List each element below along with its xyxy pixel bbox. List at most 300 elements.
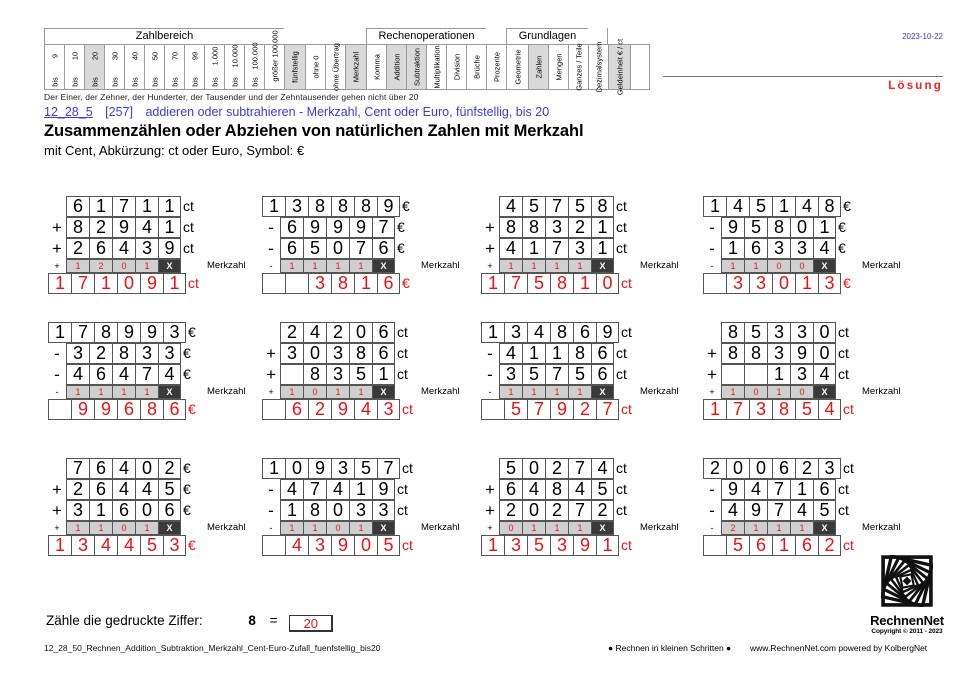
digit-cell: 2: [66, 479, 89, 500]
leading-digit-cell: 1: [262, 196, 285, 217]
merkzahl-x-cell: X: [372, 259, 395, 273]
digit-cell: 8: [591, 196, 614, 217]
digit-cell: 6: [499, 479, 522, 500]
category-group-label: Rechenoperationen: [366, 28, 486, 44]
operator-sign: [262, 322, 280, 343]
result-digit-cell: 0: [354, 535, 377, 556]
digit-cell: 3: [158, 343, 181, 364]
digit-cell: 3: [349, 500, 372, 521]
merkzahl-cell: 1: [349, 385, 372, 399]
merkzahl-cell: 1: [326, 259, 349, 273]
digit-cell: 8: [349, 343, 372, 364]
worksheet-description: addieren oder subtrahieren - Merkzahl, Cent oder Euro, fünfstellig, bis 20: [145, 105, 550, 119]
digit-cell: 3: [790, 322, 813, 343]
operand-row: [262, 196, 460, 217]
worksheet-filename: 12_28_50_Rechnen_Addition_Subtraktion_Merkzahl_Cent-Euro-Zufall_fuenfstellig_bis20: [44, 643, 381, 653]
digit-cell: 4: [66, 364, 89, 385]
operand-row: [48, 479, 246, 500]
operand-row: [262, 458, 460, 479]
currency-unit: ct: [621, 275, 632, 291]
digit-cell: 2: [66, 238, 89, 259]
result-digit-cell: 5: [726, 535, 749, 556]
result-digit-cell: 4: [94, 535, 117, 556]
digit-cell: 7: [545, 238, 568, 259]
operand-row: [481, 238, 679, 259]
merkzahl-x-cell: X: [158, 259, 181, 273]
merkzahl-cell: 1: [499, 385, 522, 399]
currency-unit: ct: [397, 502, 408, 518]
digit-cell: 8: [545, 479, 568, 500]
merkzahl-cell: 1: [66, 385, 89, 399]
digit-cell: [280, 364, 303, 385]
currency-unit: ct: [616, 198, 627, 214]
operand-row: [481, 322, 679, 343]
result-digit-cell: 5: [527, 535, 550, 556]
digit-cell: 6: [372, 322, 395, 343]
currency-unit: €: [188, 401, 196, 417]
result-digit-cell: 8: [140, 399, 163, 420]
result-digit-cell: 9: [94, 399, 117, 420]
category-cell-label: Addition: [391, 53, 401, 81]
merkzahl-label: Merkzahl: [207, 522, 246, 533]
digit-cell: 4: [499, 196, 522, 217]
digit-cell: 3: [372, 500, 395, 521]
operand-row: [262, 322, 460, 343]
digit-cell: 7: [545, 196, 568, 217]
digit-cell: 1: [545, 343, 568, 364]
result-digit-cell: 2: [573, 399, 596, 420]
currency-unit: ct: [402, 401, 413, 417]
brand-name: RechnenNet: [870, 613, 944, 628]
currency-unit: €: [838, 240, 846, 256]
result-digit-cell: 4: [117, 535, 140, 556]
digit-cell: 3: [66, 343, 89, 364]
digit-cell: 8: [522, 217, 545, 238]
currency-unit: ct: [397, 481, 408, 497]
currency-unit: ct: [616, 460, 627, 476]
result-digit-cell: 6: [285, 399, 308, 420]
addition-problem: [481, 196, 679, 294]
result-digit-cell: 1: [596, 535, 619, 556]
digit-cell: 3: [767, 238, 790, 259]
category-cell-prefix: bis: [169, 77, 179, 87]
merkzahl-x-cell: X: [372, 521, 395, 535]
merkzahl-cell: 1: [522, 259, 545, 273]
merkzahl-row: [703, 385, 901, 399]
operator-sign: -: [55, 387, 59, 397]
currency-unit: ct: [616, 481, 627, 497]
currency-unit: ct: [621, 324, 632, 340]
digit-cell: 2: [89, 217, 112, 238]
merkzahl-x-cell: X: [591, 521, 614, 535]
merkzahl-cell: 0: [499, 521, 522, 535]
digit-cell: 9: [349, 217, 372, 238]
merkzahl-cell: 1: [721, 385, 744, 399]
leading-digit-cell: [481, 399, 504, 420]
currency-unit: ct: [183, 219, 194, 235]
merkzahl-label: Merkzahl: [862, 522, 901, 533]
digit-cell: 0: [522, 500, 545, 521]
digit-cell: 9: [596, 322, 619, 343]
currency-unit: ct: [397, 366, 408, 382]
digit-cell: 4: [499, 238, 522, 259]
category-cell-label: Merkzahl: [351, 51, 361, 83]
operator-sign: -: [268, 239, 274, 258]
digit-cell: 9: [372, 479, 395, 500]
merkzahl-cell: 1: [545, 385, 568, 399]
digit-cell: 8: [499, 217, 522, 238]
digit-cell: 4: [112, 458, 135, 479]
operator-sign: [481, 196, 499, 217]
operator-sign: -: [709, 218, 715, 237]
digit-cell: 3: [499, 364, 522, 385]
page-title: Zusammenzählen oder Abziehen von natürlichen Zahlen mit Merkzahl: [44, 122, 584, 140]
result-row: [481, 399, 679, 420]
merkzahl-x-cell: X: [158, 521, 181, 535]
digit-cell: 9: [308, 458, 331, 479]
digit-cell: 3: [163, 322, 186, 343]
currency-unit: ct: [621, 401, 632, 417]
digit-cell: 6: [573, 322, 596, 343]
merkzahl-cell: 1: [767, 385, 790, 399]
operator-sign: +: [266, 365, 276, 384]
merkzahl-cell: 0: [744, 385, 767, 399]
digit-cell: 3: [790, 238, 813, 259]
leading-digit-cell: 2: [703, 458, 726, 479]
digit-cell: 0: [135, 458, 158, 479]
result-digit-cell: 5: [140, 535, 163, 556]
result-digit-cell: 6: [163, 399, 186, 420]
operand-row: [703, 364, 901, 385]
merkzahl-cell: 1: [135, 259, 158, 273]
operator-sign: -: [269, 523, 273, 533]
digit-cell: 3: [331, 458, 354, 479]
operator-sign: +: [52, 239, 62, 258]
category-cell-label: Geometrie: [512, 49, 522, 85]
merkzahl-cell: 1: [545, 521, 568, 535]
category-cell-label: ohne Übertrag: [330, 43, 340, 91]
operator-sign: +: [487, 523, 493, 533]
digit-cell: 1: [591, 238, 614, 259]
digit-cell: 3: [818, 458, 841, 479]
currency-unit: ct: [616, 240, 627, 256]
merkzahl-cell: 1: [349, 521, 372, 535]
digit-cell: 1: [89, 196, 112, 217]
footer-url: www.RechnenNet.com powered by KolbergNet: [750, 643, 928, 653]
result-digit-cell: 9: [71, 399, 94, 420]
merkzahl-cell: 1: [568, 259, 591, 273]
digit-cell: 8: [818, 196, 841, 217]
digit-cell: 3: [568, 238, 591, 259]
merkzahl-x-cell: X: [372, 385, 395, 399]
merkzahl-cell: 1: [349, 259, 372, 273]
digit-cell: 2: [326, 322, 349, 343]
operand-row: [262, 500, 460, 521]
digit-cell: 8: [721, 343, 744, 364]
merkzahl-cell: 2: [721, 521, 744, 535]
result-row: [703, 273, 901, 294]
merkzahl-row: [48, 521, 246, 535]
digit-cell: 8: [112, 343, 135, 364]
operand-row: [703, 458, 901, 479]
digit-cell: 4: [112, 238, 135, 259]
digit-cell: 7: [112, 196, 135, 217]
category-cell-label: Geldeinheit € / ct: [614, 38, 624, 96]
digit-cell: 8: [721, 322, 744, 343]
equals-sign: =: [269, 613, 278, 628]
category-cell-prefix: bis: [109, 77, 119, 87]
digit-cell: 4: [813, 364, 836, 385]
digit-cell: 9: [377, 196, 400, 217]
digit-cell: 7: [568, 458, 591, 479]
operator-sign: -: [710, 261, 714, 271]
result-digit-cell: 8: [331, 273, 354, 294]
result-digit-cell: 9: [140, 273, 163, 294]
merkzahl-cell: 1: [522, 521, 545, 535]
category-cell-label: Mengen: [553, 53, 563, 81]
digit-cell: 4: [568, 479, 591, 500]
merkzahl-cell: 0: [112, 259, 135, 273]
merkzahl-cell: 1: [568, 521, 591, 535]
merkzahl-cell: 1: [66, 259, 89, 273]
digit-cell: 8: [303, 364, 326, 385]
merkzahl-label: Merkzahl: [640, 260, 679, 271]
page-subtitle: mit Cent, Abkürzung: ct oder Euro, Symbol: €: [44, 143, 305, 158]
digit-cell: 1: [158, 196, 181, 217]
digit-cell: 0: [749, 458, 772, 479]
digit-cell: 7: [568, 500, 591, 521]
digit-cell: 0: [285, 458, 308, 479]
merkzahl-row: [48, 385, 246, 399]
footer-tagline: ● Rechnen in kleinen Schritten ●: [608, 643, 732, 653]
leading-digit-cell: 1: [703, 196, 726, 217]
operand-row: [481, 196, 679, 217]
digit-cell: 4: [280, 479, 303, 500]
currency-unit: €: [397, 240, 405, 256]
merkzahl-cell: 1: [303, 521, 326, 535]
digit-cell: 7: [377, 458, 400, 479]
currency-unit: ct: [843, 537, 854, 553]
operator-sign: -: [54, 344, 60, 363]
result-digit-cell: 7: [527, 399, 550, 420]
digit-cell: 9: [112, 217, 135, 238]
digit-cell: 3: [135, 343, 158, 364]
digit-cell: 6: [280, 238, 303, 259]
operator-sign: +: [485, 480, 495, 499]
digit-cell: 3: [66, 500, 89, 521]
result-digit-cell: 0: [596, 273, 619, 294]
merkzahl-x-cell: X: [158, 385, 181, 399]
digit-cell: 3: [280, 343, 303, 364]
addition-problem: [703, 196, 901, 294]
operator-sign: +: [268, 387, 274, 397]
date-stamp: 2023-10-22: [902, 32, 943, 41]
operator-sign: -: [268, 501, 274, 520]
digit-cell: 1: [813, 217, 836, 238]
result-digit-cell: 3: [550, 535, 573, 556]
digit-cell: 0: [326, 238, 349, 259]
digit-cell: 8: [94, 322, 117, 343]
operand-row: [48, 500, 246, 521]
digit-cell: 0: [522, 458, 545, 479]
digit-cell: 8: [568, 343, 591, 364]
digit-cell: 6: [158, 500, 181, 521]
operator-sign: -: [709, 501, 715, 520]
category-cell-label: Division: [451, 53, 461, 81]
result-row: [481, 273, 679, 294]
digit-cell: 2: [795, 458, 818, 479]
result-digit-cell: 9: [573, 535, 596, 556]
currency-unit: ct: [616, 345, 627, 361]
digit-cell: 9: [158, 238, 181, 259]
digit-cell: 7: [135, 364, 158, 385]
currency-unit: €: [183, 460, 191, 476]
result-digit-cell: 8: [550, 273, 573, 294]
result-digit-cell: 3: [308, 535, 331, 556]
digit-cell: 5: [158, 479, 181, 500]
digit-cell: [721, 364, 744, 385]
result-row: [48, 399, 246, 420]
digit-cell: 8: [331, 196, 354, 217]
digit-cell: 2: [545, 500, 568, 521]
digit-cell: 5: [303, 238, 326, 259]
digit-cell: 3: [326, 343, 349, 364]
digit-cell: 9: [140, 322, 163, 343]
digit-cell: 4: [721, 500, 744, 521]
digit-cell: [744, 364, 767, 385]
leading-digit-cell: 1: [48, 273, 71, 294]
digit-cell: 7: [66, 458, 89, 479]
result-digit-cell: 1: [772, 535, 795, 556]
merkzahl-x-cell: X: [813, 521, 836, 535]
digit-cell: 7: [545, 364, 568, 385]
leading-digit-cell: [262, 535, 285, 556]
digit-cell: 4: [795, 196, 818, 217]
digit-cell: 7: [372, 217, 395, 238]
result-row: [481, 535, 679, 556]
digit-cell: 4: [158, 364, 181, 385]
result-digit-cell: 5: [527, 273, 550, 294]
digit-cell: 1: [89, 500, 112, 521]
digit-cell: 2: [545, 458, 568, 479]
merkzahl-cell: 1: [303, 259, 326, 273]
digit-cell: 4: [135, 479, 158, 500]
currency-unit: ct: [397, 345, 408, 361]
addition-problem: [262, 458, 460, 556]
digit-cell: 4: [744, 479, 767, 500]
result-digit-cell: 7: [596, 399, 619, 420]
digit-cell: 0: [135, 500, 158, 521]
result-digit-cell: 1: [94, 273, 117, 294]
digit-cell: 9: [744, 500, 767, 521]
result-digit-cell: 7: [71, 273, 94, 294]
merkzahl-cell: 0: [790, 259, 813, 273]
digit-cell: 6: [112, 500, 135, 521]
merkzahl-cell: 0: [326, 521, 349, 535]
count-answer-box[interactable]: 20: [289, 615, 333, 632]
spiral-squares-icon: [881, 555, 933, 607]
count-target-digit: 8: [248, 613, 256, 628]
operand-row: [48, 217, 246, 238]
operand-row: [481, 217, 679, 238]
category-cell-label: Ganzes / Teile: [573, 43, 583, 91]
merkzahl-cell: 1: [568, 385, 591, 399]
merkzahl-cell: 1: [499, 259, 522, 273]
result-digit-cell: 1: [573, 273, 596, 294]
digit-cell: 0: [790, 217, 813, 238]
digit-cell: 3: [285, 196, 308, 217]
category-cell-prefix: bis: [229, 77, 239, 87]
operator-sign: -: [54, 365, 60, 384]
addition-problem: [48, 322, 246, 420]
leading-digit-cell: 1: [48, 322, 71, 343]
result-digit-cell: [285, 273, 308, 294]
addition-problem: [48, 196, 246, 294]
category-cell-prefix: bis: [89, 77, 99, 87]
digit-cell: 5: [591, 479, 614, 500]
merkzahl-x-cell: X: [591, 259, 614, 273]
digit-cell: 4: [499, 343, 522, 364]
digit-cell: 5: [813, 500, 836, 521]
digit-cell: 6: [372, 238, 395, 259]
result-digit-cell: 7: [504, 273, 527, 294]
digit-cell: 5: [749, 196, 772, 217]
operator-sign: -: [269, 261, 273, 271]
operand-row: [703, 322, 901, 343]
digit-cell: 2: [568, 217, 591, 238]
category-cell-value: 10.000: [229, 44, 239, 68]
merkzahl-cell: 1: [66, 521, 89, 535]
currency-unit: ct: [838, 366, 849, 382]
leading-digit-cell: [262, 273, 285, 294]
operand-row: [481, 343, 679, 364]
merkzahl-cell: 1: [280, 385, 303, 399]
digit-cell: 8: [66, 217, 89, 238]
operator-sign: +: [485, 501, 495, 520]
category-cell-prefix: bis: [129, 77, 139, 87]
merkzahl-cell: 0: [112, 521, 135, 535]
operator-sign: -: [709, 239, 715, 258]
result-digit-cell: 4: [818, 399, 841, 420]
currency-unit: €: [188, 537, 196, 553]
operator-sign: [703, 322, 721, 343]
digit-cell: 8: [308, 196, 331, 217]
currency-unit: ct: [616, 366, 627, 382]
result-digit-cell: 6: [795, 535, 818, 556]
digit-cell: 9: [117, 322, 140, 343]
digit-cell: 1: [158, 217, 181, 238]
currency-unit: €: [402, 198, 410, 214]
digit-cell: 6: [66, 196, 89, 217]
merkzahl-cell: 1: [89, 385, 112, 399]
digit-cell: 0: [726, 458, 749, 479]
currency-unit: ct: [843, 460, 854, 476]
result-digit-cell: 3: [504, 535, 527, 556]
currency-unit: €: [843, 275, 851, 291]
digit-cell: 1: [280, 500, 303, 521]
category-cell-prefix: bis: [249, 77, 259, 87]
merkzahl-cell: 1: [522, 385, 545, 399]
digit-cell: 3: [326, 364, 349, 385]
digit-cell: 5: [568, 196, 591, 217]
operand-row: [703, 500, 901, 521]
merkzahl-cell: 1: [545, 259, 568, 273]
digit-cell: 8: [550, 322, 573, 343]
currency-unit: ct: [402, 460, 413, 476]
result-digit-cell: 2: [308, 399, 331, 420]
digit-cell: 2: [280, 322, 303, 343]
operator-sign: [48, 196, 66, 217]
